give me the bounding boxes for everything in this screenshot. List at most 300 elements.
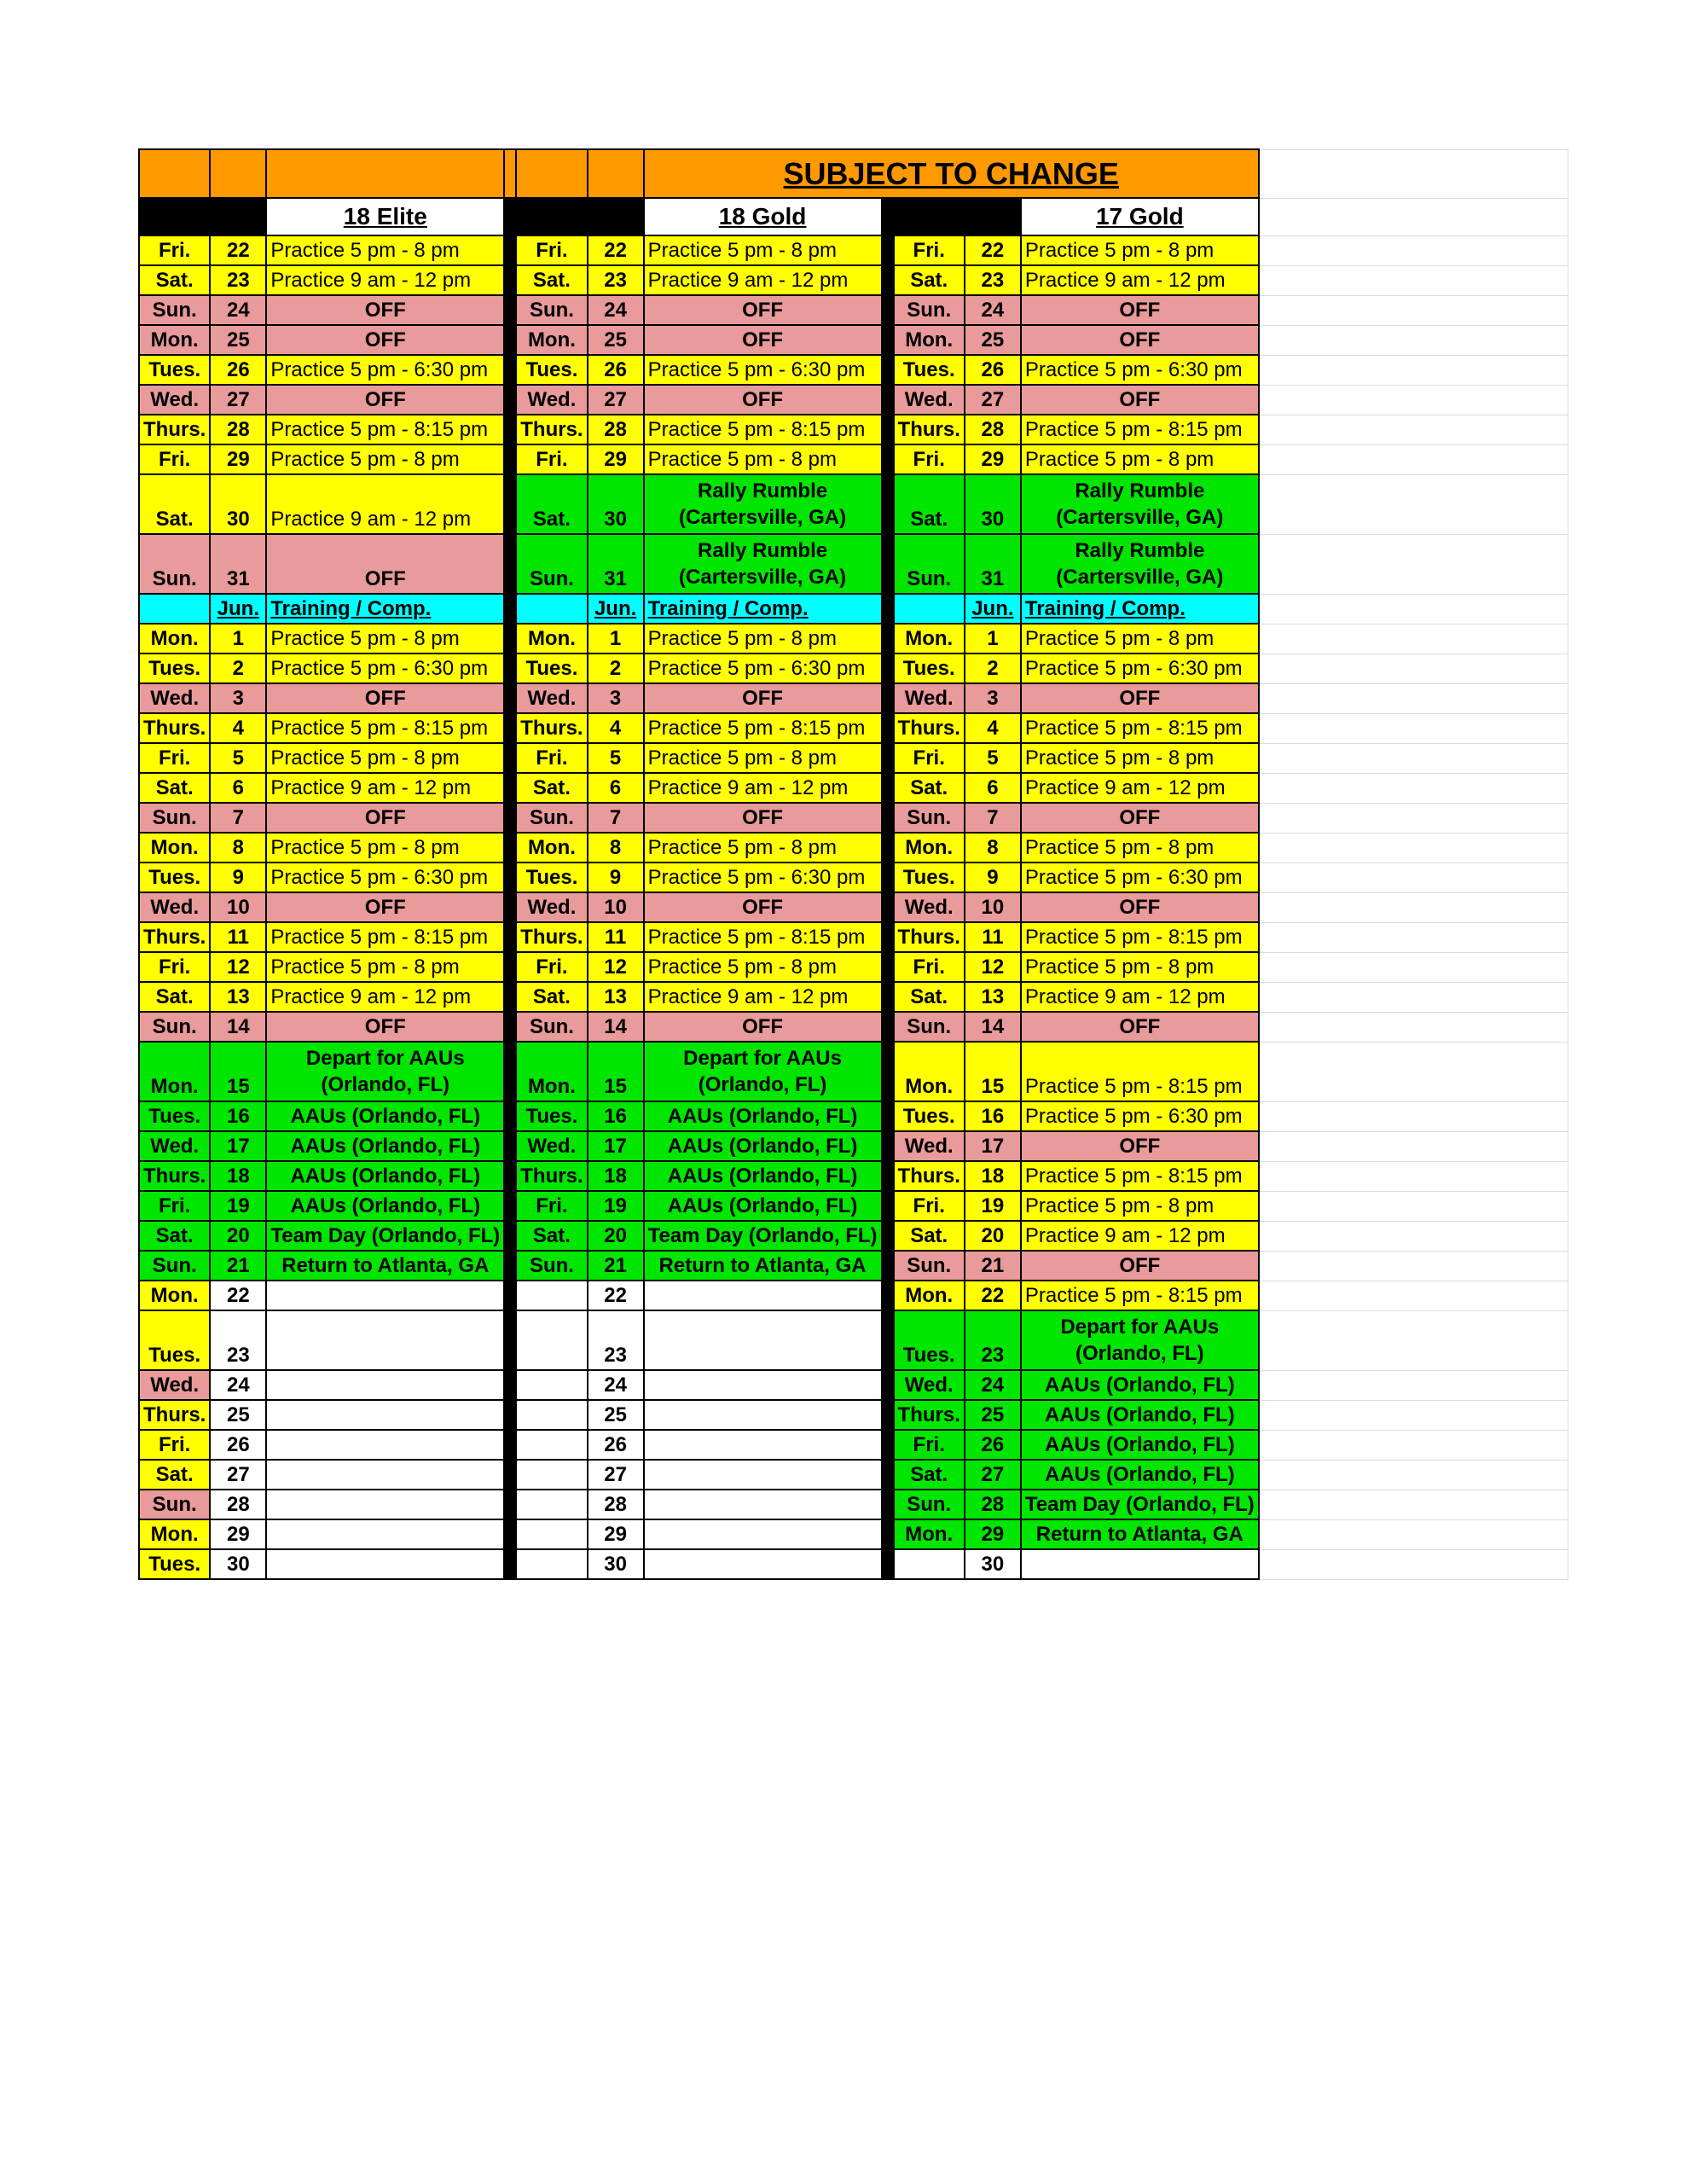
date-cell: 29 [588,1519,644,1549]
column-separator [882,1042,894,1101]
column-separator [504,833,516,863]
day-cell: Tues. [139,1101,210,1131]
activity-cell: Depart for AAUs (Orlando, FL) [1021,1310,1259,1370]
activity-cell: AAUs (Orlando, FL) [266,1191,504,1221]
empty-cell [1259,952,1568,982]
day-cell: Wed. [139,385,210,415]
day-cell: Sat. [139,982,210,1012]
column-separator [504,265,516,295]
column-separator [504,1251,516,1281]
team-header-row [139,198,1568,235]
empty-cell [1259,1310,1568,1370]
date-cell: 1 [965,624,1021,653]
schedule-row [139,295,1568,325]
empty-cell [1259,1131,1568,1161]
activity-cell [266,1370,504,1400]
activity-cell: Practice 5 pm - 8:15 pm [1021,713,1259,743]
activity-cell: Practice 5 pm - 6:30 pm [1021,863,1259,892]
activity-cell: Practice 5 pm - 6:30 pm [644,863,882,892]
empty-cell [1259,594,1568,624]
day-cell: Thurs. [139,922,210,952]
activity-cell: Practice 5 pm - 8 pm [1021,624,1259,653]
day-cell: Mon. [894,1519,965,1549]
day-cell: Sun. [139,1490,210,1519]
date-cell: 28 [588,415,644,444]
date-cell: 25 [588,325,644,355]
schedule-row [139,1012,1568,1042]
day-cell: Sun. [894,1012,965,1042]
column-separator [882,1221,894,1251]
column-separator [882,833,894,863]
column-separator [882,1549,894,1579]
column-separator [882,1161,894,1191]
activity-cell: Practice 5 pm - 8 pm [644,743,882,773]
day-cell: Mon. [139,1519,210,1549]
day-cell: Wed. [894,1370,965,1400]
date-cell: 25 [210,1400,266,1430]
day-cell: Fri. [139,743,210,773]
month-header-row [139,594,1568,624]
column-separator [882,594,894,624]
activity-cell: Practice 5 pm - 6:30 pm [1021,653,1259,683]
day-cell: Mon. [139,624,210,653]
activity-cell: OFF [1021,325,1259,355]
day-cell: Fri. [894,952,965,982]
empty-cell [1259,474,1568,534]
column-separator [882,265,894,295]
activity-cell: Practice 5 pm - 8:15 pm [644,922,882,952]
activity-cell [266,1400,504,1430]
column-separator [504,1131,516,1161]
activity-cell [266,1549,504,1579]
date-cell: 19 [588,1191,644,1221]
activity-cell: Practice 5 pm - 8:15 pm [1021,1042,1259,1101]
date-cell: 27 [588,385,644,415]
date-cell: 1 [210,624,266,653]
activity-cell: Practice 9 am - 12 pm [1021,265,1259,295]
activity-cell: OFF [644,683,882,713]
date-cell: 31 [965,534,1021,594]
activity-cell: Practice 5 pm - 8 pm [266,235,504,265]
day-cell: Mon. [894,1042,965,1101]
column-separator [504,1310,516,1370]
date-cell: 10 [210,892,266,922]
day-cell: Sun. [894,534,965,594]
date-cell: 9 [588,863,644,892]
date-cell: 24 [965,1370,1021,1400]
day-cell: Wed. [894,683,965,713]
activity-cell: OFF [1021,892,1259,922]
column-separator [504,444,516,474]
section-label: Training / Comp. [644,594,882,624]
column-separator [504,653,516,683]
column-separator [504,198,516,235]
activity-cell: Practice 5 pm - 8 pm [266,743,504,773]
activity-cell: Practice 5 pm - 8 pm [1021,833,1259,863]
date-cell: 13 [588,982,644,1012]
activity-cell [644,1310,882,1370]
day-cell [516,1430,587,1460]
schedule-row [139,1519,1568,1549]
activity-cell: OFF [1021,1251,1259,1281]
day-cell: Sat. [894,982,965,1012]
date-cell: 22 [210,1281,266,1310]
day-cell [516,594,587,624]
date-cell: 6 [210,773,266,803]
column-separator [882,1101,894,1131]
day-cell: Fri. [894,1430,965,1460]
schedule-row [139,863,1568,892]
day-cell: Tues. [894,863,965,892]
day-cell: Sun. [516,803,587,833]
date-cell: 27 [210,1460,266,1490]
date-cell: 22 [588,1281,644,1310]
day-cell: Sun. [894,1251,965,1281]
activity-cell: OFF [1021,1131,1259,1161]
day-cell: Fri. [516,235,587,265]
column-separator [882,1490,894,1519]
day-cell: Sun. [139,1251,210,1281]
column-separator [504,1370,516,1400]
date-cell: 3 [210,683,266,713]
day-cell: Wed. [894,892,965,922]
activity-cell: Practice 5 pm - 8 pm [266,833,504,863]
day-cell: Fri. [139,444,210,474]
day-cell: Sun. [139,803,210,833]
schedule-row [139,444,1568,474]
column-separator [882,624,894,653]
day-cell: Mon. [516,833,587,863]
date-cell: 8 [210,833,266,863]
day-cell: Fri. [139,952,210,982]
column-separator [882,1460,894,1490]
schedule-row [139,1400,1568,1430]
date-cell: 26 [965,1430,1021,1460]
date-cell: 16 [965,1101,1021,1131]
day-cell: Sat. [516,474,587,534]
activity-cell: Practice 5 pm - 6:30 pm [266,653,504,683]
date-cell: 9 [965,863,1021,892]
day-cell: Sat. [894,265,965,295]
schedule-row [139,1490,1568,1519]
day-cell: Wed. [516,892,587,922]
day-cell: Wed. [139,1131,210,1161]
empty-cell [1259,833,1568,863]
day-cell: Fri. [139,235,210,265]
activity-cell: OFF [644,892,882,922]
day-cell: Thurs. [516,1161,587,1191]
activity-cell: AAUs (Orlando, FL) [266,1161,504,1191]
empty-cell [1259,1012,1568,1042]
day-cell: Fri. [516,444,587,474]
day-cell: Tues. [139,653,210,683]
day-cell [516,1400,587,1430]
day-cell: Sat. [516,773,587,803]
date-cell: 30 [210,1549,266,1579]
activity-cell: OFF [1021,803,1259,833]
day-cell: Fri. [894,235,965,265]
day-cell: Thurs. [139,1161,210,1191]
date-cell: 26 [210,355,266,385]
day-cell: Thurs. [139,415,210,444]
schedule-row [139,1460,1568,1490]
empty-cell [1259,1251,1568,1281]
column-separator [504,325,516,355]
column-separator [882,683,894,713]
column-separator [504,1490,516,1519]
activity-cell: Practice 5 pm - 6:30 pm [644,653,882,683]
banner-cell [139,149,210,198]
column-separator [504,1221,516,1251]
activity-cell [266,1460,504,1490]
column-separator [504,1400,516,1430]
activity-cell: Rally Rumble (Cartersville, GA) [1021,534,1259,594]
schedule-row [139,1310,1568,1370]
activity-cell: AAUs (Orlando, FL) [266,1131,504,1161]
day-cell [894,1549,965,1579]
empty-cell [1259,1549,1568,1579]
column-separator [882,444,894,474]
day-cell: Tues. [139,1549,210,1579]
activity-cell: Practice 5 pm - 8:15 pm [644,415,882,444]
date-cell: 5 [588,743,644,773]
date-cell: 28 [965,415,1021,444]
schedule-row [139,415,1568,444]
activity-cell: Rally Rumble (Cartersville, GA) [1021,474,1259,534]
day-cell: Fri. [139,1191,210,1221]
activity-cell: Practice 9 am - 12 pm [266,982,504,1012]
day-cell: Sat. [894,773,965,803]
column-separator [882,922,894,952]
month-label: Jun. [210,594,266,624]
day-cell: Sat. [894,1221,965,1251]
day-cell: Wed. [139,1370,210,1400]
day-cell [516,1370,587,1400]
day-cell: Mon. [516,325,587,355]
banner-cell [516,149,587,198]
activity-cell: Depart for AAUs (Orlando, FL) [644,1042,882,1101]
activity-cell: Rally Rumble (Cartersville, GA) [644,534,882,594]
date-cell: 11 [210,922,266,952]
column-separator [504,743,516,773]
date-cell: 8 [588,833,644,863]
day-cell: Thurs. [894,713,965,743]
header-black-cell [894,198,965,235]
activity-cell: Practice 5 pm - 8 pm [1021,235,1259,265]
empty-cell [1259,1191,1568,1221]
day-cell: Sun. [894,295,965,325]
empty-cell [1259,1430,1568,1460]
date-cell: 2 [210,653,266,683]
date-cell: 24 [965,295,1021,325]
column-separator [882,198,894,235]
schedule-row [139,683,1568,713]
column-separator [882,474,894,534]
section-label: Training / Comp. [266,594,504,624]
header-black-cell [516,198,587,235]
activity-cell: OFF [266,534,504,594]
schedule-row [139,713,1568,743]
column-separator [504,474,516,534]
date-cell: 30 [588,1549,644,1579]
empty-cell [1259,415,1568,444]
date-cell: 18 [965,1161,1021,1191]
activity-cell [644,1281,882,1310]
day-cell: Sun. [894,1490,965,1519]
schedule-row [139,1281,1568,1310]
empty-cell [1259,773,1568,803]
empty-cell [1259,624,1568,653]
schedule-row [139,474,1568,534]
date-cell: 29 [210,1519,266,1549]
empty-cell [1259,713,1568,743]
date-cell: 17 [965,1131,1021,1161]
column-separator [882,355,894,385]
date-cell: 31 [210,534,266,594]
day-cell: Thurs. [894,922,965,952]
schedule-row [139,803,1568,833]
activity-cell [644,1430,882,1460]
date-cell: 22 [210,235,266,265]
date-cell: 25 [210,325,266,355]
empty-cell [1259,1490,1568,1519]
activity-cell: AAUs (Orlando, FL) [1021,1430,1259,1460]
date-cell: 12 [210,952,266,982]
day-cell: Sun. [516,1251,587,1281]
activity-cell: Return to Atlanta, GA [644,1251,882,1281]
activity-cell: Practice 5 pm - 8 pm [644,444,882,474]
date-cell: 25 [965,1400,1021,1430]
column-separator [504,922,516,952]
column-separator [504,594,516,624]
day-cell: Tues. [894,1101,965,1131]
column-separator [504,1549,516,1579]
activity-cell: Practice 9 am - 12 pm [266,265,504,295]
activity-cell: OFF [266,295,504,325]
day-cell: Fri. [516,952,587,982]
day-cell: Mon. [139,833,210,863]
banner-cell [210,149,266,198]
schedule-row [139,833,1568,863]
schedule-row [139,355,1568,385]
day-cell: Wed. [139,892,210,922]
activity-cell: Practice 5 pm - 6:30 pm [644,355,882,385]
empty-cell [1259,385,1568,415]
activity-cell: Practice 5 pm - 6:30 pm [266,355,504,385]
activity-cell: Team Day (Orlando, FL) [1021,1490,1259,1519]
month-label: Jun. [965,594,1021,624]
date-cell: 2 [588,653,644,683]
day-cell [516,1281,587,1310]
column-separator [882,235,894,265]
date-cell: 9 [210,863,266,892]
column-separator [504,892,516,922]
activity-cell: AAUs (Orlando, FL) [266,1101,504,1131]
date-cell: 24 [210,1370,266,1400]
date-cell: 26 [588,1430,644,1460]
activity-cell: Practice 5 pm - 8 pm [1021,444,1259,474]
schedule-row [139,1101,1568,1131]
day-cell: Mon. [139,1281,210,1310]
column-separator [882,1519,894,1549]
date-cell: 10 [588,892,644,922]
column-separator [504,683,516,713]
column-separator [504,773,516,803]
empty-cell [1259,444,1568,474]
day-cell: Fri. [516,743,587,773]
schedule-row [139,1191,1568,1221]
day-cell [516,1310,587,1370]
date-cell: 6 [588,773,644,803]
day-cell: Tues. [894,355,965,385]
date-cell: 15 [588,1042,644,1101]
column-separator [882,534,894,594]
empty-cell [1259,892,1568,922]
date-cell: 20 [210,1221,266,1251]
activity-cell [644,1370,882,1400]
schedule-row [139,1370,1568,1400]
day-cell: Wed. [894,1131,965,1161]
date-cell: 29 [210,444,266,474]
date-cell: 15 [965,1042,1021,1101]
date-cell: 19 [965,1191,1021,1221]
column-separator [504,1042,516,1101]
day-cell: Thurs. [516,415,587,444]
date-cell: 1 [588,624,644,653]
day-cell: Tues. [516,355,587,385]
schedule-row [139,982,1568,1012]
column-separator [882,713,894,743]
activity-cell: AAUs (Orlando, FL) [1021,1370,1259,1400]
activity-cell: AAUs (Orlando, FL) [1021,1460,1259,1490]
day-cell: Sat. [139,474,210,534]
column-separator [882,743,894,773]
day-cell: Sat. [894,1460,965,1490]
schedule-row [139,1042,1568,1101]
activity-cell: Practice 9 am - 12 pm [1021,773,1259,803]
empty-cell [1259,683,1568,713]
date-cell: 22 [965,235,1021,265]
column-separator [882,1012,894,1042]
date-cell: 18 [588,1161,644,1191]
activity-cell: Practice 9 am - 12 pm [266,773,504,803]
schedule-row [139,1251,1568,1281]
column-separator [882,1310,894,1370]
day-cell [516,1490,587,1519]
day-cell: Thurs. [894,1400,965,1430]
header-black-cell [210,198,266,235]
schedule-row [139,265,1568,295]
empty-cell [1259,1161,1568,1191]
column-separator [504,1430,516,1460]
date-cell: 25 [965,325,1021,355]
activity-cell [1021,1549,1259,1579]
day-cell [516,1519,587,1549]
date-cell: 21 [210,1251,266,1281]
day-cell: Sat. [139,1460,210,1490]
empty-cell [1259,1281,1568,1310]
date-cell: 30 [210,474,266,534]
section-label: Training / Comp. [1021,594,1259,624]
activity-cell: Practice 9 am - 12 pm [1021,1221,1259,1251]
date-cell: 2 [965,653,1021,683]
date-cell: 31 [588,534,644,594]
day-cell: Sun. [516,534,587,594]
header-black-cell [139,198,210,235]
day-cell: Tues. [139,863,210,892]
column-separator [504,1460,516,1490]
column-separator [882,1430,894,1460]
